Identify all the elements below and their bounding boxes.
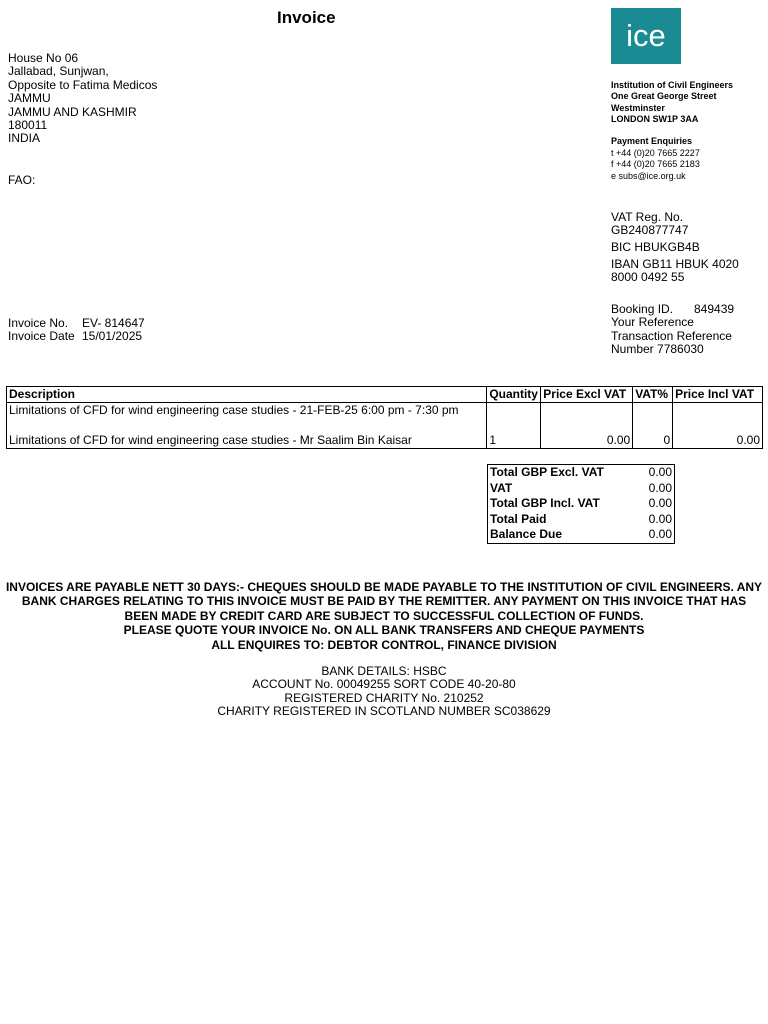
your-reference-label: Your Reference bbox=[611, 315, 694, 330]
totals-row bbox=[488, 481, 675, 497]
transaction-reference-value: Number 7786030 bbox=[611, 342, 704, 357]
booking-reference bbox=[611, 303, 734, 357]
description-line: Limitations of CFD for wind engineering case studies - 21-FEB-25 6:00 pm - 7:30 pm bbox=[9, 403, 459, 417]
terms-line: PLEASE QUOTE YOUR INVOICE No. ON ALL BANK TRANSFERS AND CHEQUE PAYMENTS bbox=[123, 623, 645, 638]
invoice-date-value: 15/01/2025 bbox=[82, 329, 143, 344]
payment-heading: Payment Enquiries bbox=[611, 136, 693, 146]
terms-line: BEEN MADE BY CREDIT CARD ARE SUBJECT TO SUCCESSFUL COLLECTION OF FUNDS. bbox=[124, 608, 644, 623]
organisation-address bbox=[611, 80, 733, 125]
totals-value: 0.00 bbox=[639, 496, 675, 512]
vat-label: VAT Reg. No. bbox=[611, 210, 684, 224]
bank-details bbox=[0, 665, 768, 719]
bic-code: BIC HBUKGB4B bbox=[611, 240, 700, 254]
terms-line: BANK CHARGES RELATING TO THIS INVOICE MUST BE PAID BY THE REMITTER. ANY PAYMENT ON THIS INVOICE THAT HAS bbox=[21, 594, 747, 609]
column-header: Description bbox=[7, 387, 487, 403]
booking-id-label: Booking ID. bbox=[611, 302, 674, 316]
bank-line: BANK DETAILS: HSBC bbox=[321, 664, 447, 678]
vat-number: GB240877747 bbox=[611, 223, 689, 238]
bank-line: CHARITY REGISTERED IN SCOTLAND NUMBER SC038629 bbox=[217, 704, 551, 719]
table-row bbox=[7, 403, 763, 449]
vat-pct-cell: 0 bbox=[633, 403, 673, 449]
column-header: VAT% bbox=[633, 387, 673, 403]
totals-row bbox=[488, 496, 675, 512]
totals-value: 0.00 bbox=[639, 512, 675, 528]
iban bbox=[611, 258, 739, 285]
org-line: LONDON SW1P 3AA bbox=[611, 113, 699, 124]
logo-text: ice bbox=[626, 18, 666, 53]
price-excl-cell: 0.00 bbox=[541, 403, 633, 449]
totals-value: 0.00 bbox=[639, 465, 675, 481]
invoice-number-row bbox=[8, 317, 145, 330]
iban-line: IBAN GB11 HBUK 4020 bbox=[611, 257, 739, 271]
fax-line: f +44 (0)20 7665 2183 bbox=[611, 159, 700, 169]
payment-terms bbox=[0, 580, 768, 652]
totals-label: VAT bbox=[488, 481, 639, 497]
invoice-details bbox=[8, 317, 145, 344]
quantity-cell: 1 bbox=[487, 403, 541, 449]
bank-line: REGISTERED CHARITY No. 210252 bbox=[284, 690, 484, 705]
totals-label: Total GBP Incl. VAT bbox=[488, 496, 639, 512]
spacer bbox=[9, 418, 484, 433]
address-line: JAMMU bbox=[8, 91, 51, 106]
line-items-table bbox=[6, 386, 763, 449]
transaction-reference-label: Transaction Reference bbox=[611, 328, 732, 343]
payment-enquiries bbox=[611, 136, 700, 182]
address-line: House No 06 bbox=[8, 51, 79, 65]
invoice-date-label: Invoice Date bbox=[8, 329, 75, 344]
address-line: Opposite to Fatima Medicos bbox=[8, 77, 158, 92]
ice-logo bbox=[611, 8, 681, 64]
column-header: Quantity bbox=[487, 387, 541, 403]
billing-address bbox=[8, 52, 157, 146]
org-line: Westminster bbox=[611, 102, 665, 113]
invoice-number-label: Invoice No. bbox=[8, 316, 69, 330]
iban-line: 8000 0492 55 bbox=[611, 270, 685, 285]
totals-value: 0.00 bbox=[639, 527, 675, 543]
email-line: e subs@ice.org.uk bbox=[611, 170, 686, 181]
terms-line: ALL ENQUIRES TO: DEBTOR CONTROL, FINANCE DIVISION bbox=[211, 637, 557, 652]
invoice-title: Invoice bbox=[277, 8, 336, 27]
invoice-number-value: EV- 814647 bbox=[82, 316, 145, 330]
column-header: Price Incl VAT bbox=[673, 387, 763, 403]
totals-row bbox=[488, 465, 675, 481]
totals-value: 0.00 bbox=[639, 481, 675, 497]
price-incl-cell: 0.00 bbox=[673, 403, 763, 449]
description-cell bbox=[7, 403, 487, 449]
table-header-row bbox=[7, 387, 763, 403]
column-header: Price Excl VAT bbox=[541, 387, 633, 403]
address-line: INDIA bbox=[8, 131, 41, 146]
totals-row bbox=[488, 527, 675, 543]
invoice-date-row bbox=[8, 330, 145, 343]
totals-label: Total Paid bbox=[488, 512, 639, 528]
vat-registration bbox=[611, 211, 688, 238]
address-line: Jallabad, Sunjwan, bbox=[8, 64, 109, 79]
totals-label: Total GBP Excl. VAT bbox=[488, 465, 639, 481]
org-line: Institution of Civil Engineers bbox=[611, 80, 734, 90]
booking-id-row bbox=[611, 303, 734, 316]
totals-row bbox=[488, 512, 675, 528]
booking-id-value: 849439 bbox=[694, 302, 735, 316]
bank-line: ACCOUNT No. 00049255 SORT CODE 40-20-80 bbox=[252, 677, 516, 692]
phone-line: t +44 (0)20 7665 2227 bbox=[611, 147, 700, 158]
fao-label: FAO: bbox=[8, 173, 36, 187]
totals-label: Balance Due bbox=[488, 527, 639, 543]
address-line: 180011 bbox=[8, 118, 48, 133]
org-line: One Great George Street bbox=[611, 91, 717, 102]
description-line: Limitations of CFD for wind engineering case studies - Mr Saalim Bin Kaisar bbox=[9, 433, 412, 447]
address-line: JAMMU AND KASHMIR bbox=[8, 104, 137, 119]
totals-table bbox=[487, 464, 675, 544]
terms-line: INVOICES ARE PAYABLE NETT 30 DAYS:- CHEQUES SHOULD BE MADE PAYABLE TO THE INSTITUTION OF CIVIL ENGINEERS. ANY bbox=[5, 580, 763, 594]
